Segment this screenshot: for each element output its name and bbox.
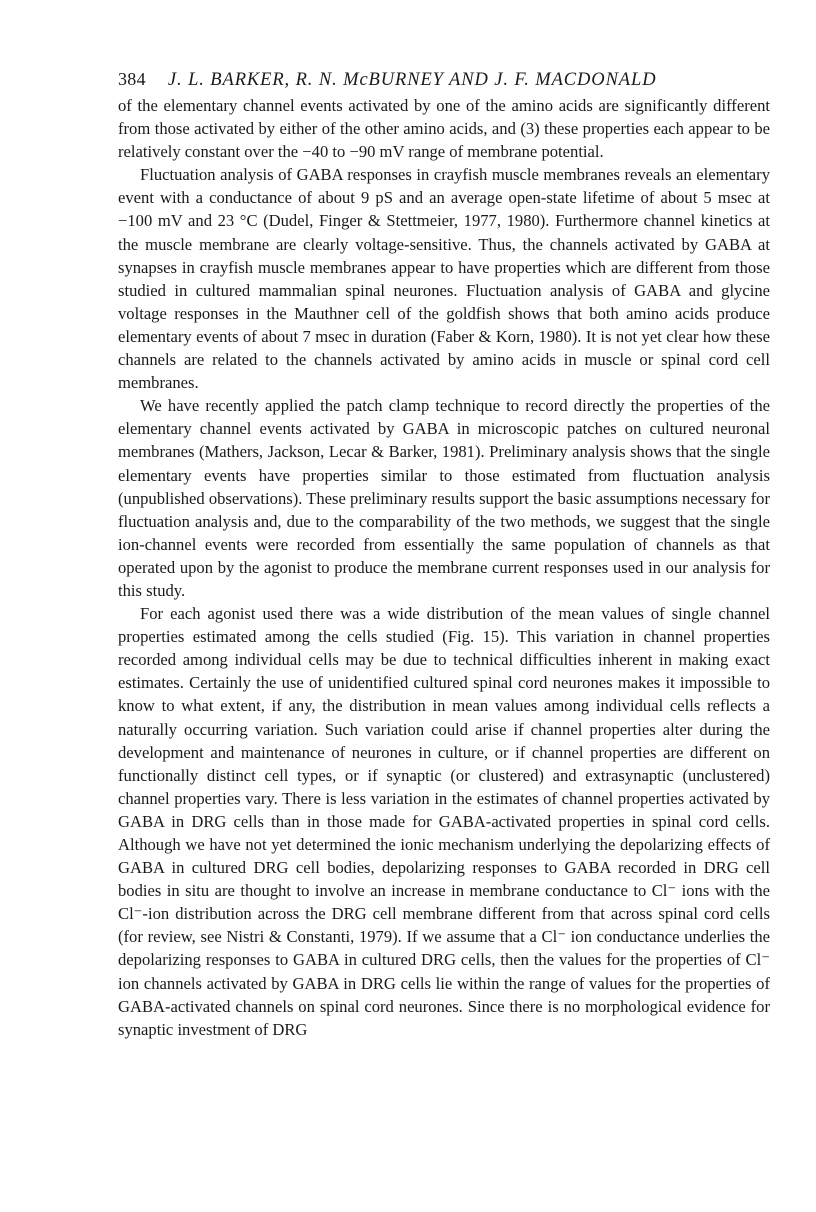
body-text	[118, 94, 770, 1041]
page-number: 384	[118, 69, 146, 89]
running-head-authors: J. L. BARKER, R. N. McBURNEY AND J. F. MACDONALD	[167, 70, 657, 90]
paragraph-crayfish-fluctuation: Fluctuation analysis of GABA responses in crayfish muscle membranes reveals an elementary event with a conductance of about 9 pS and an average open-state lifetime of about 5 msec at −100 mV and 23 °C (Dudel, Finger & Stettmeier, 1977, 1980). Furthermore channel kinetics at the muscle membrane are clearly voltage-sensitive. Thus, the channels activated by GABA at synapses in crayfish muscle membranes appear to have properties which are different from those studied in cultured mammalian spinal neurones. Fluctuation analysis of GABA and glycine voltage responses in the Mauthner cell of the goldfish shows that both amino acids produce elementary events of about 7 msec in duration (Faber & Korn, 1980). It is not yet clear how these channels are related to the channels activated by amino acids in muscle or spinal cord cell membranes.	[118, 165, 770, 393]
paragraph-patch-clamp: We have recently applied the patch clamp technique to record directly the properties of the elementary channel events activated by GABA in microscopic patches on cultured neuronal membranes (Mathers, Jackson, Lecar & Barker, 1981). Preliminary analysis shows that the single elementary events have properties similar to those estimated from fluctuation analysis (unpublished observations). These preliminary results support the basic assumptions necessary for fluctuation analysis and, due to the comparability of the two methods, we suggest that the single ion-channel events were recorded from essentially the same population of channels as that operated upon by the agonist to produce the membrane current responses used in our analysis for this study.	[118, 396, 770, 600]
paragraph-continued: of the elementary channel events activated by one of the amino acids are significantly different from those activated by either of the other amino acids, and (3) these properties each appear to be relatively constant over the −40 to −90 mV range of membrane potential.	[118, 96, 770, 162]
paragraph-channel-variation: For each agonist used there was a wide distribution of the mean values of single channel properties estimated among the cells studied (Fig. 15). This variation in channel properties recorded among individual cells may be due to technical difficulties inherent in making exact estimates. Certainly the use of unidentified cultured spinal cord neurones makes it impossible to know to what extent, if any, the distribution in mean values among individual cells reflects a naturally occurring variation. Such variation could arise if channel properties alter during the development and maintenance of neurones in culture, or if channel properties are different on functionally distinct cell types, or if synaptic (or clustered) and extrasynaptic (unclustered) channel properties vary. There is less variation in the estimates of channel properties activated by GABA in DRG cells than in those made for GABA-activated properties in spinal cord cells. Although we have not yet determined the ionic mechanism underlying the depolarizing effects of GABA in cultured DRG cell bodies, depolarizing responses to GABA recorded in DRG cell bodies in situ are thought to involve an increase in membrane conductance to Cl⁻ ions with the Cl⁻-ion distribution across the DRG cell membrane different from that across spinal cord cells (for review, see Nistri & Constanti, 1979). If we assume that a Cl⁻ ion conductance underlies the depolarizing responses to GABA in cultured DRG cells, then the values for the properties of Cl⁻ ion channels activated by GABA in DRG cells lie within the range of values for the properties of GABA-activated channels on spinal cord neurones. Since there is no morphological evidence for synaptic investment of DRG	[118, 604, 770, 1039]
journal-page	[118, 64, 770, 1041]
running-head	[118, 64, 770, 94]
